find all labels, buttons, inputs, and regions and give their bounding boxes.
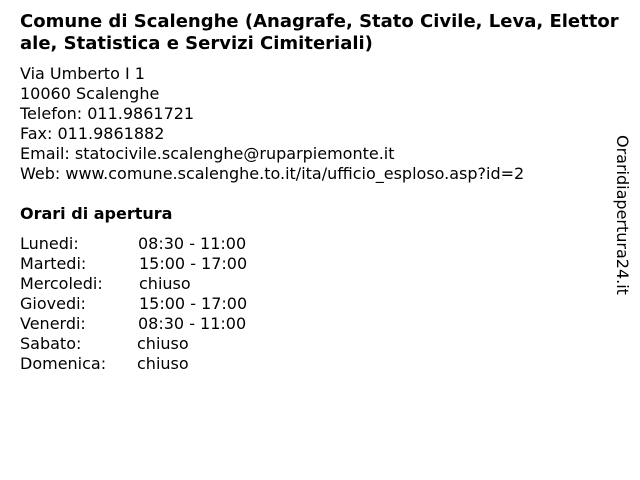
phone-number: Telefon: 011.9861721	[20, 104, 195, 123]
opening-hours-heading: Orari di apertura	[20, 204, 173, 223]
day-label: Martedi:	[20, 254, 87, 273]
day-label: Venerdi:	[20, 314, 86, 333]
fax-number: Fax: 011.9861882	[20, 124, 165, 143]
day-label: Sabato:	[20, 334, 82, 353]
time-value: 08:30 - 11:00	[138, 234, 247, 253]
contact-block	[20, 64, 524, 184]
postal-city: 10060 Scalenghe	[20, 84, 160, 103]
time-value: chiuso	[139, 274, 191, 293]
email-address: Email: statocivile.scalenghe@ruparpiemonte.it	[20, 144, 395, 163]
site-watermark: Oraridiapertura24.it	[613, 135, 632, 295]
street-address: Via Umberto I 1	[20, 64, 145, 83]
day-label: Mercoledi:	[20, 274, 103, 293]
time-value: chiuso	[137, 354, 189, 373]
time-value: 15:00 - 17:00	[139, 254, 248, 273]
time-value: 15:00 - 17:00	[139, 294, 248, 313]
day-label: Lunedi:	[20, 234, 79, 253]
office-title: Comune di Scalenghe (Anagrafe, Stato Civile, Leva, Elettorale, Statistica e Servizi Cimiteriali)	[20, 11, 619, 54]
day-label: Domenica:	[20, 354, 107, 373]
time-value: chiuso	[137, 334, 189, 353]
time-value: 08:30 - 11:00	[138, 314, 247, 333]
website-address: Web: www.comune.scalenghe.to.it/ita/ufficio_esploso.asp?id=2	[20, 164, 525, 183]
day-label: Giovedi:	[20, 294, 86, 313]
